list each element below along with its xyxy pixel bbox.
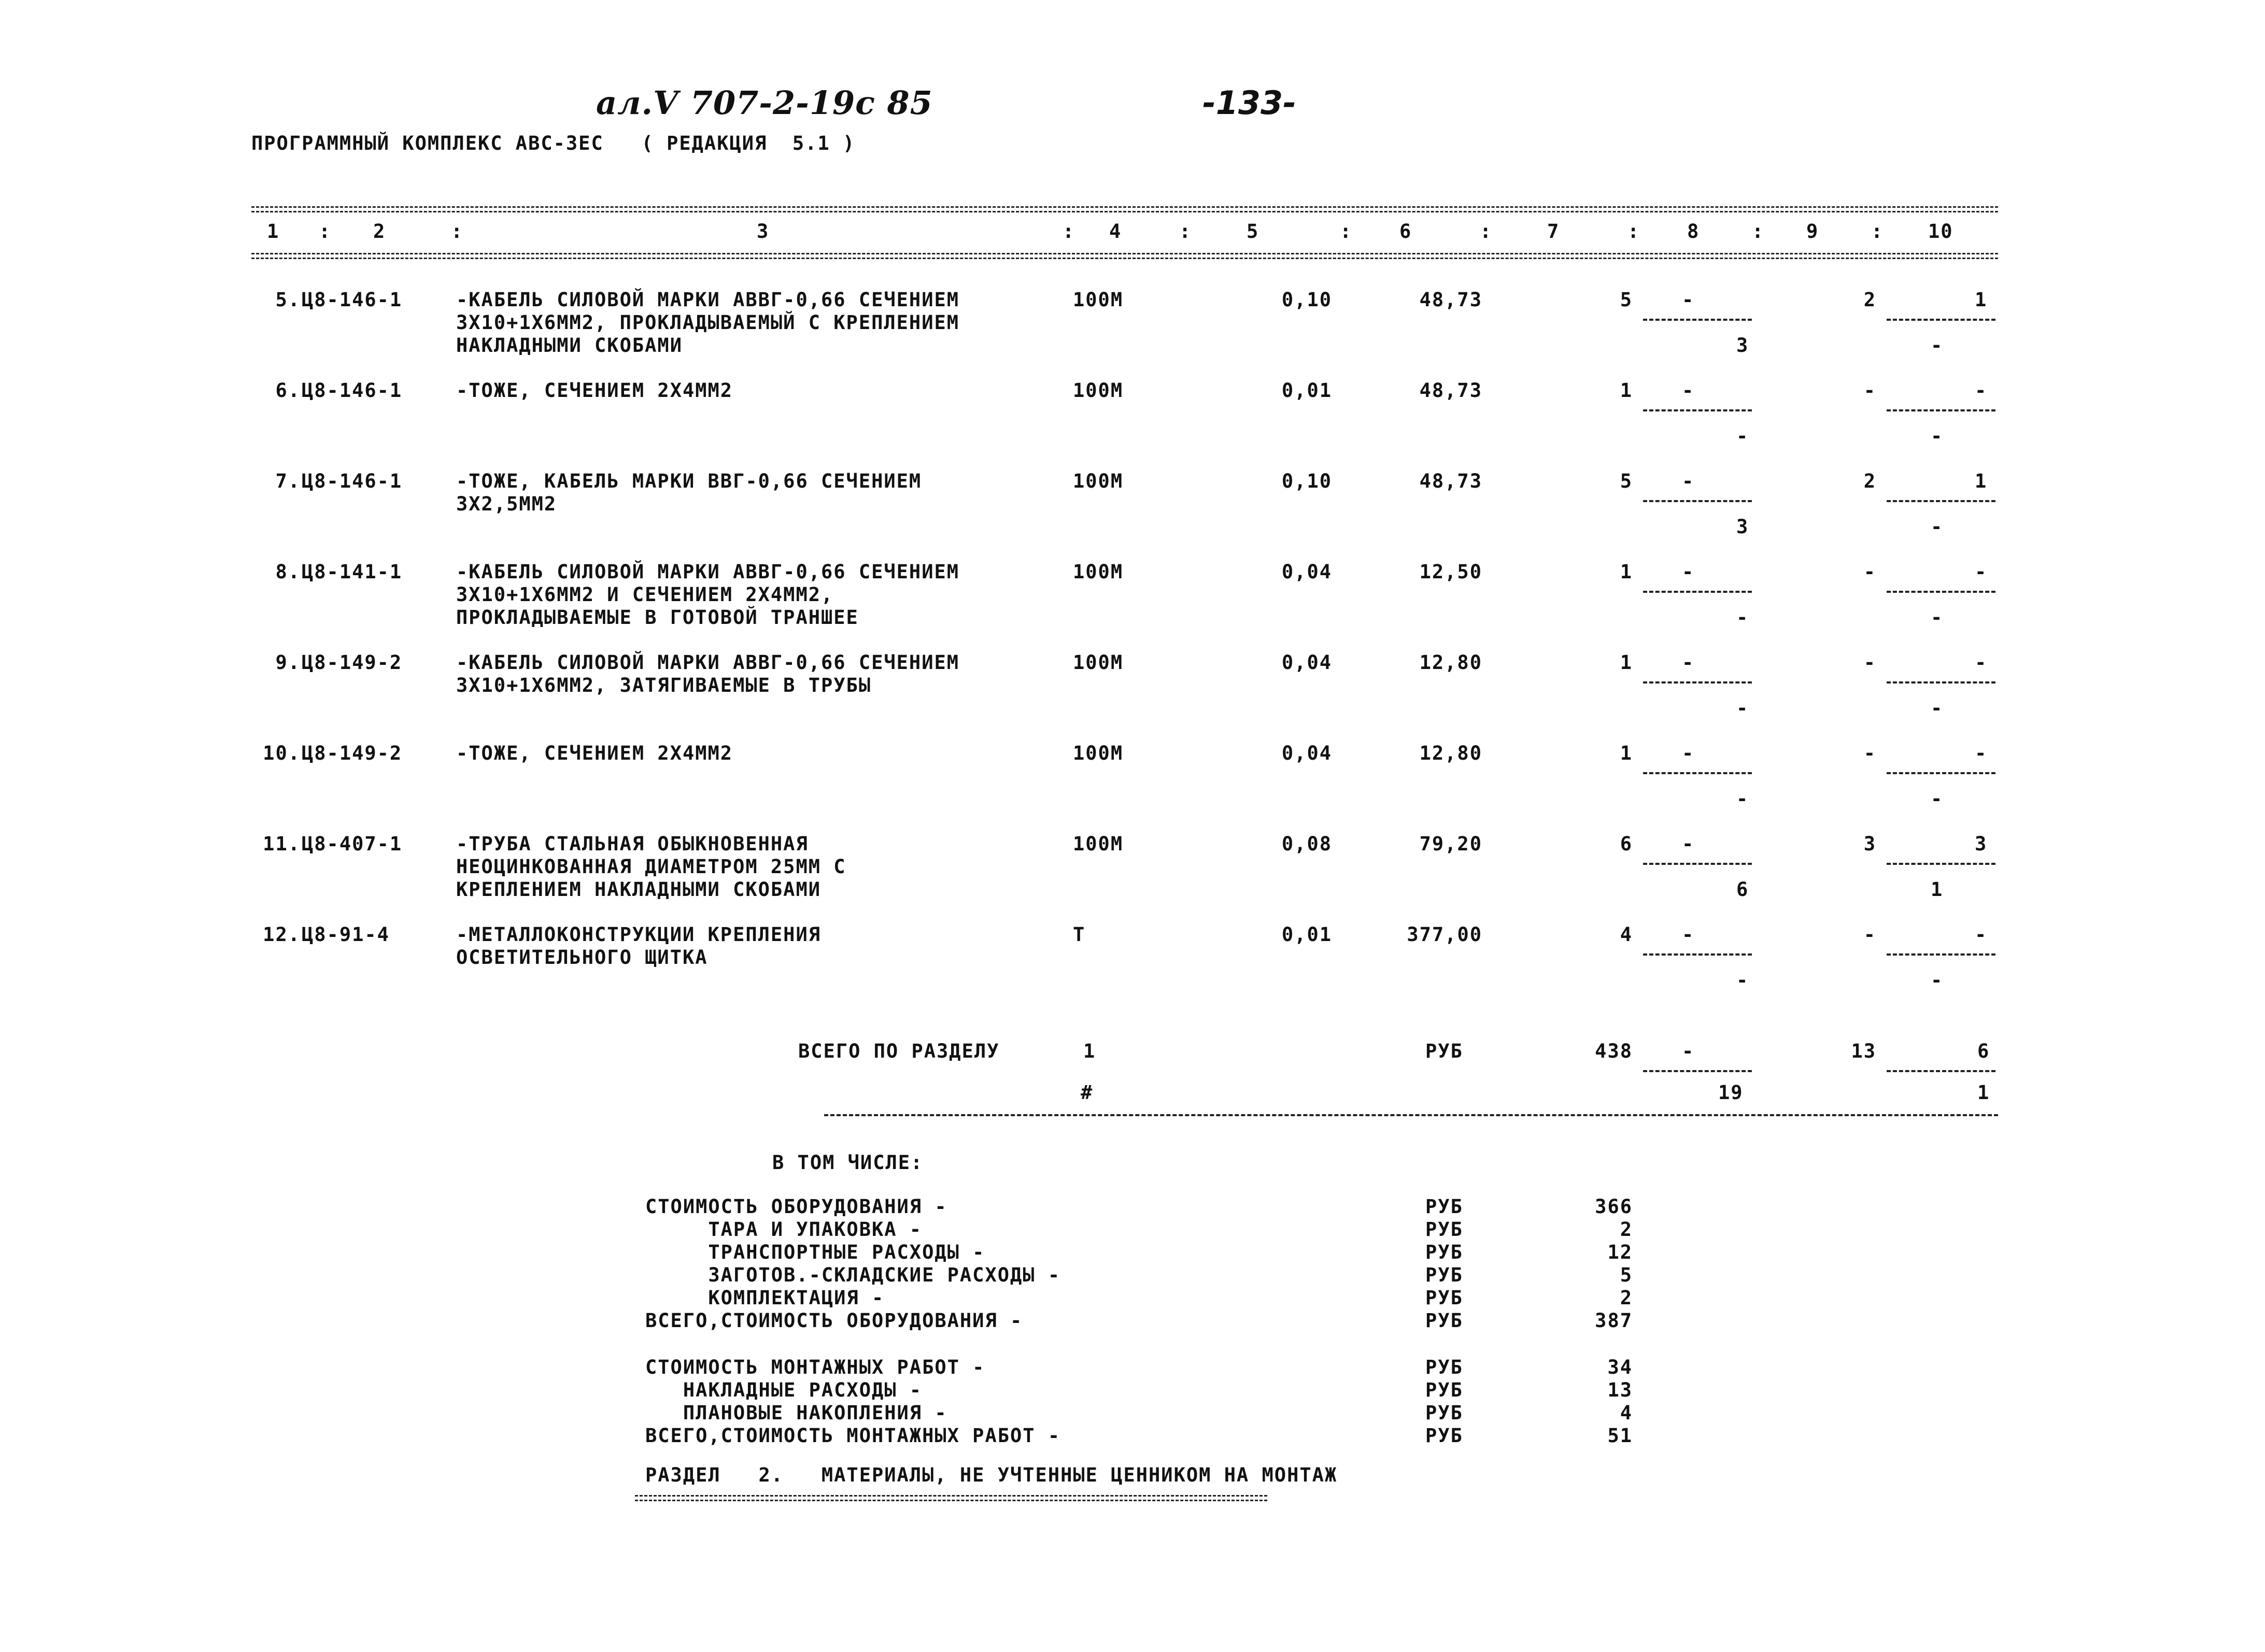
breakdown-label: ВСЕГО,СТОИМОСТЬ МОНТАЖНЫХ РАБОТ - [645,1425,1061,1447]
row-unit: 100М [1073,742,1124,764]
row-col10-bottom: 1 [1931,878,1944,901]
row-col10-underline [1887,953,1995,956]
row-description-line: 3Х2,5ММ2 [456,493,557,515]
column-header-2: 2 [373,220,386,243]
row-price: 12,80 [1419,651,1482,674]
breakdown-label: ТАРА И УПАКОВКА - [645,1218,923,1241]
breakdown-unit: РУБ [1425,1287,1463,1309]
row-description-line: НАКЛАДНЫМИ СКОБАМИ [456,334,683,357]
row-col8-underline [1643,319,1752,321]
table-top-rule [251,206,1998,212]
row-col8-top: - [1682,561,1695,583]
breakdown-label: ЗАГОТОВ.-СКЛАДСКИЕ РАСХОДЫ - [645,1264,1061,1286]
row-col8-top: - [1682,289,1695,311]
row-description-line: -ТОЖЕ, СЕЧЕНИЕМ 2Х4ММ2 [456,379,733,402]
row-col10-underline [1887,772,1995,774]
row-price: 48,73 [1419,470,1482,492]
row-description-line: 3Х10+1Х6ММ2, ПРОКЛАДЫВАЕМЫЙ С КРЕПЛЕНИЕМ [456,311,960,334]
row-number: 11. [263,833,301,855]
row-quantity: 0,04 [1281,742,1332,764]
breakdown-label: ТРАНСПОРТНЫЕ РАСХОДЫ - [645,1241,985,1263]
breakdown-label: СТОИМОСТЬ МОНТАЖНЫХ РАБОТ - [645,1356,985,1378]
row-description-line: -МЕТАЛЛОКОНСТРУКЦИИ КРЕПЛЕНИЯ [456,923,822,946]
total-col8-top: - [1682,1040,1695,1062]
row-unit: 100М [1073,289,1124,311]
row-col8-top: - [1682,923,1695,946]
column-separator: : [1340,220,1353,243]
breakdown-value: 4 [1620,1402,1633,1424]
row-price: 48,73 [1419,379,1482,402]
total-col4-bottom: # [1081,1081,1094,1104]
row-unit: 100М [1073,651,1124,674]
row-quantity: 0,01 [1281,923,1332,946]
row-col8-top: - [1682,379,1695,402]
row-description-line: -ТОЖЕ, КАБЕЛЬ МАРКИ ВВГ-0,66 СЕЧЕНИЕМ [456,470,922,492]
row-col8-underline [1643,591,1752,593]
row-unit: 100М [1073,561,1124,583]
row-col7: 1 [1620,651,1633,674]
row-col10-underline [1887,591,1995,593]
column-header-5: 5 [1247,220,1259,243]
breakdown-label: ПЛАНОВЫЕ НАКОПЛЕНИЯ - [645,1402,947,1424]
row-price: 12,50 [1419,561,1482,583]
column-separator: : [1480,220,1493,243]
row-col7: 5 [1620,470,1633,492]
row-col10-top: - [1975,651,1988,674]
breakdown-value: 366 [1595,1195,1633,1218]
total-currency: РУБ [1425,1040,1463,1062]
breakdown-value: 387 [1595,1309,1633,1332]
row-code: Ц8-149-2 [302,651,403,674]
total-bottom-rule [824,1114,1998,1116]
breakdown-unit: РУБ [1425,1195,1463,1218]
row-description-line: -КАБЕЛЬ СИЛОВОЙ МАРКИ АВВГ-0,66 СЕЧЕНИЕМ [456,561,960,583]
row-number: 6. [275,379,301,402]
breakdown-value: 2 [1620,1218,1633,1241]
row-col9: - [1863,923,1876,946]
column-separator: : [1627,220,1640,243]
row-code: Ц8-146-1 [302,289,403,311]
column-separator: : [1871,220,1884,243]
section-footer-title: РАЗДЕЛ 2. МАТЕРИАЛЫ, НЕ УЧТЕННЫЕ ЦЕННИКОМ НА МОНТАЖ [645,1464,1338,1486]
row-col10-bottom: - [1931,516,1944,538]
row-unit: 100М [1073,833,1124,855]
row-number: 7. [275,470,301,492]
row-col8-underline [1643,409,1752,411]
row-description-line: ОСВЕТИТЕЛЬНОГО ЩИТКА [456,946,708,969]
row-col9: - [1863,561,1876,583]
total-col8-underline [1643,1070,1752,1072]
row-number: 12. [263,923,301,946]
breakdown-unit: РУБ [1425,1218,1463,1241]
breakdown-unit: РУБ [1425,1425,1463,1447]
breakdown-unit: РУБ [1425,1264,1463,1286]
row-description-line: ПРОКЛАДЫВАЕМЫЕ В ГОТОВОЙ ТРАНШЕЕ [456,606,859,629]
row-col10-top: 1 [1975,470,1988,492]
breakdown-unit: РУБ [1425,1309,1463,1332]
program-title: ПРОГРАММНЫЙ КОМПЛЕКС АВС-3ЕС ( РЕДАКЦИЯ 5.1 ) [251,132,856,154]
breakdown-label: НАКЛАДНЫЕ РАСХОДЫ - [645,1379,923,1401]
row-col7: 1 [1620,561,1633,583]
row-price: 12,80 [1419,742,1482,764]
row-col10-bottom: - [1931,425,1944,447]
row-col9: - [1863,742,1876,764]
row-description-line: 3Х10+1Х6ММ2 И СЕЧЕНИЕМ 2Х4ММ2, [456,583,834,606]
column-header-8: 8 [1687,220,1700,243]
total-col10-top: 6 [1977,1040,1990,1062]
breakdown-value: 12 [1607,1241,1633,1263]
breakdown-value: 34 [1607,1356,1633,1378]
row-col7: 1 [1620,742,1633,764]
row-quantity: 0,04 [1281,651,1332,674]
column-header-3: 3 [757,220,770,243]
row-col10-bottom: - [1931,969,1944,991]
column-separator: : [1063,220,1075,243]
row-col10-top: - [1975,742,1988,764]
row-col10-bottom: - [1931,334,1944,357]
column-header-10: 10 [1928,220,1953,243]
row-description-line: -ТРУБА СТАЛЬНАЯ ОБЫКНОВЕННАЯ [456,833,809,855]
row-col10-bottom: - [1931,697,1944,719]
row-col10-underline [1887,681,1995,683]
row-price: 79,20 [1419,833,1482,855]
row-unit: 100М [1073,379,1124,402]
row-col10-top: - [1975,923,1988,946]
row-description-line: -КАБЕЛЬ СИЛОВОЙ МАРКИ АВВГ-0,66 СЕЧЕНИЕМ [456,651,960,674]
row-description-line: КРЕПЛЕНИЕМ НАКЛАДНЫМИ СКОБАМИ [456,878,822,901]
total-col10-bottom: 1 [1977,1081,1990,1104]
row-number: 9. [275,651,301,674]
row-col10-underline [1887,409,1995,411]
row-quantity: 0,01 [1281,379,1332,402]
breakdown-label: ВСЕГО,СТОИМОСТЬ ОБОРУДОВАНИЯ - [645,1309,1023,1332]
row-col8-bottom: 3 [1736,334,1749,357]
column-separator: : [1179,220,1192,243]
row-col10-top: 3 [1975,833,1988,855]
row-price: 377,00 [1407,923,1482,946]
row-col8-underline [1643,681,1752,683]
row-col8-top: - [1682,651,1695,674]
row-col8-top: - [1682,833,1695,855]
row-col8-underline [1643,863,1752,865]
column-header-1: 1 [267,220,280,243]
row-price: 48,73 [1419,289,1482,311]
row-description-line: -КАБЕЛЬ СИЛОВОЙ МАРКИ АВВГ-0,66 СЕЧЕНИЕМ [456,289,960,311]
breakdown-unit: РУБ [1425,1241,1463,1263]
total-col7: 438 [1595,1040,1633,1062]
row-code: Ц8-149-2 [302,742,403,764]
row-col8-bottom: - [1736,788,1749,810]
column-separator: : [1752,220,1765,243]
row-col10-top: 1 [1975,289,1988,311]
row-col10-bottom: - [1931,788,1944,810]
row-col8-bottom: 3 [1736,516,1749,538]
total-col9: 13 [1851,1040,1876,1062]
row-col8-bottom: 6 [1736,878,1749,901]
row-col7: 5 [1620,289,1633,311]
row-col10-top: - [1975,379,1988,402]
column-header-7: 7 [1547,220,1560,243]
row-col8-top: - [1682,742,1695,764]
row-code: Ц8-141-1 [302,561,403,583]
row-unit: Т [1073,923,1086,946]
row-col10-top: - [1975,561,1988,583]
row-code: Ц8-407-1 [302,833,403,855]
row-quantity: 0,10 [1281,289,1332,311]
breakdown-value: 13 [1607,1379,1633,1401]
column-header-9: 9 [1806,220,1819,243]
breakdown-value: 51 [1607,1425,1633,1447]
column-separator: : [319,220,332,243]
row-col9: 2 [1863,289,1876,311]
row-col9: 3 [1863,833,1876,855]
row-col9: 2 [1863,470,1876,492]
row-col10-underline [1887,319,1995,321]
section-footer-underline [635,1495,1267,1501]
handwritten-reference: ал.V 707-2-19с 85 [596,84,933,122]
row-col8-underline [1643,500,1752,502]
breakdown-unit: РУБ [1425,1402,1463,1424]
row-unit: 100М [1073,470,1124,492]
table-header-bottom-rule [251,253,1998,259]
row-col7: 1 [1620,379,1633,402]
column-header-4: 4 [1109,220,1122,243]
breakdown-value: 2 [1620,1287,1633,1309]
row-col7: 6 [1620,833,1633,855]
row-col8-bottom: - [1736,425,1749,447]
row-description-line: 3Х10+1Х6ММ2, ЗАТЯГИВАЕМЫЕ В ТРУБЫ [456,674,872,696]
row-description-line: НЕОЦИНКОВАННАЯ ДИАМЕТРОМ 25ММ С [456,856,846,878]
column-header-6: 6 [1399,220,1412,243]
row-col8-underline [1643,772,1752,774]
row-col8-underline [1643,953,1752,956]
breakdown-unit: РУБ [1425,1379,1463,1401]
row-col9: - [1863,379,1876,402]
row-quantity: 0,08 [1281,833,1332,855]
row-number: 5. [275,289,301,311]
row-col8-bottom: - [1736,606,1749,629]
breakdown-unit: РУБ [1425,1356,1463,1378]
page-number: -133- [1202,84,1296,122]
total-label: ВСЕГО ПО РАЗДЕЛУ [798,1040,1000,1062]
row-col10-underline [1887,500,1995,502]
row-col8-bottom: - [1736,969,1749,991]
breakdown-heading: В ТОМ ЧИСЛЕ: [772,1151,924,1174]
row-code: Ц8-146-1 [302,379,403,402]
total-col8-bottom: 19 [1718,1081,1744,1104]
row-code: Ц8-91-4 [302,923,390,946]
breakdown-label: СТОИМОСТЬ ОБОРУДОВАНИЯ - [645,1195,947,1218]
row-description-line: -ТОЖЕ, СЕЧЕНИЕМ 2Х4ММ2 [456,742,733,764]
row-quantity: 0,10 [1281,470,1332,492]
row-col10-underline [1887,863,1995,865]
column-separator: : [451,220,464,243]
row-col8-bottom: - [1736,697,1749,719]
total-col4-top: 1 [1083,1040,1096,1062]
row-col9: - [1863,651,1876,674]
row-number: 8. [275,561,301,583]
row-number: 10. [263,742,301,764]
row-code: Ц8-146-1 [302,470,403,492]
row-quantity: 0,04 [1281,561,1332,583]
row-col8-top: - [1682,470,1695,492]
total-col10-underline [1887,1070,1995,1072]
row-col10-bottom: - [1931,606,1944,629]
breakdown-label: КОМПЛЕКТАЦИЯ - [645,1287,885,1309]
row-col7: 4 [1620,923,1633,946]
breakdown-value: 5 [1620,1264,1633,1286]
